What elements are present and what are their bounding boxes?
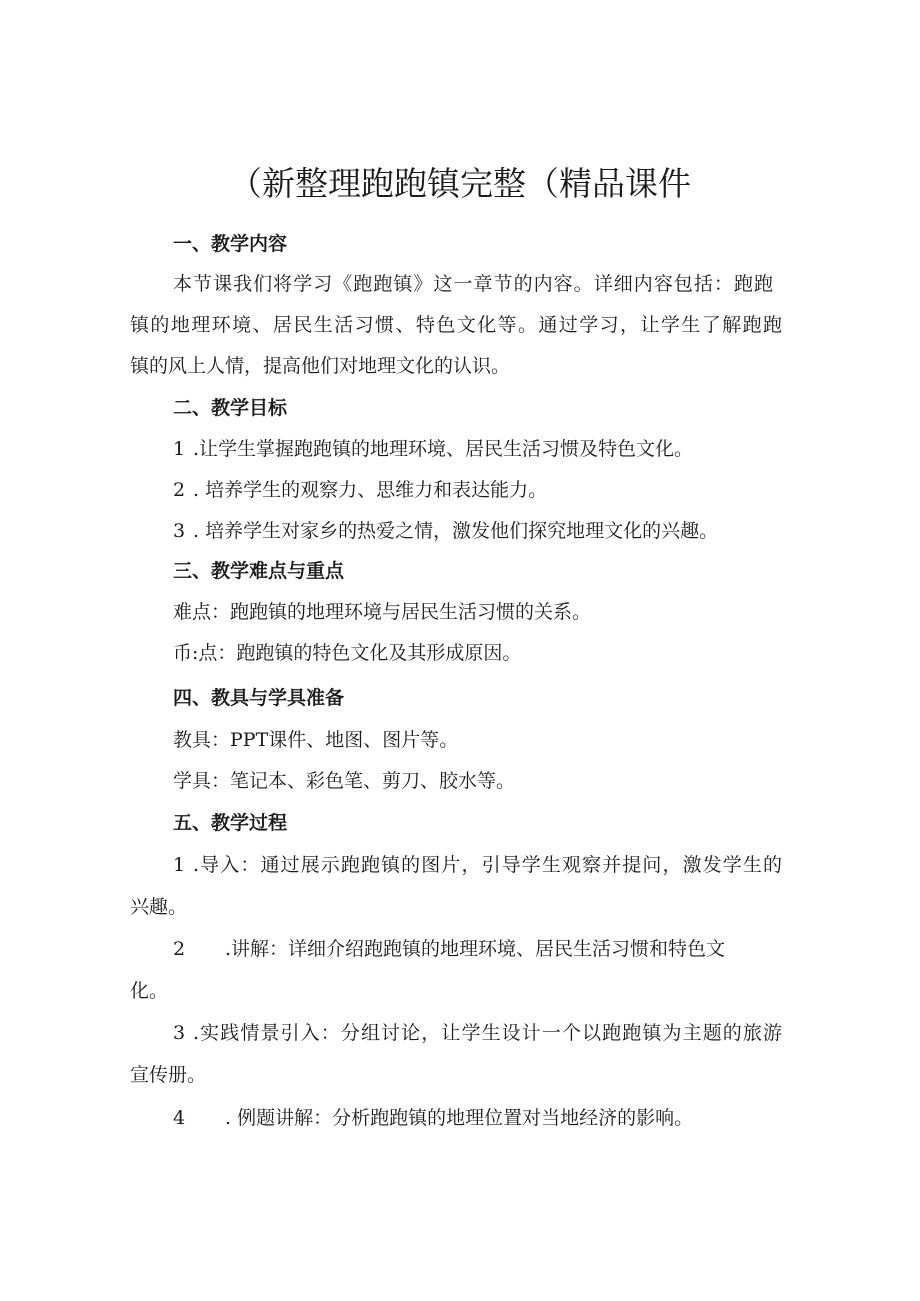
paragraph-line: 学具：笔记本、彩色笔、剪刀、胶水等。 [173, 770, 516, 792]
section-heading-process: 五、教学过程 [173, 812, 288, 834]
goal-text: . 培养学生对家乡的热爱之情，激发他们探究地理文化的兴趣。 [193, 520, 719, 542]
step-text: .讲解：详细介绍跑跑镇的地理环境、居民生活习惯和特色文 [225, 938, 726, 960]
step-number: 2 [173, 938, 186, 960]
step-continuation: 宣传册。 [130, 1064, 207, 1086]
paragraph-line: 本节课我们将学习《跑跑镇》这一章节的内容。详细内容包括：跑跑 [173, 273, 773, 295]
goal-text: .让学生掌握跑跑镇的地理环境、居民生活习惯及特色文化。 [193, 438, 694, 460]
step-line [173, 1020, 782, 1046]
step-number: 1 [173, 854, 186, 876]
step-text: . 例题讲解：分析跑跑镇的地理位置对当地经济的影响。 [225, 1107, 694, 1129]
step-number: 3 [173, 1022, 186, 1044]
step-line [173, 852, 782, 878]
goal-number: 1 [173, 438, 186, 460]
step-continuation: 化。 [130, 980, 169, 1002]
paragraph-line: 镇的地理环境、居民生活习惯、特色文化等。通过学习，让学生了解跑跑 [130, 314, 782, 336]
section-heading-key-points: 三、教学难点与重点 [173, 560, 345, 582]
section-heading-content: 一、教学内容 [173, 233, 288, 255]
section-heading-goals: 二、教学目标 [173, 397, 288, 419]
goal-item [173, 518, 718, 544]
step-text: .实践情景引入：分组讨论，让学生设计一个以跑跑镇为主题的旅游 [193, 1022, 782, 1044]
step-continuation: 兴趣。 [130, 896, 188, 918]
step-line [173, 1105, 693, 1131]
paragraph-line: 币:点：跑跑镇的特色文化及其形成原因。 [173, 642, 522, 664]
goal-item [173, 436, 693, 462]
goal-number: 2 [173, 479, 186, 501]
step-line [173, 936, 725, 962]
section-heading-materials: 四、教具与学具准备 [173, 687, 345, 709]
document-title: （新整理跑跑镇完整（精品课件 [229, 164, 691, 203]
step-text: .导入：通过展示跑跑镇的图片，引导学生观察并提问，激发学生的 [193, 854, 782, 876]
step-number: 4 [173, 1107, 186, 1129]
paragraph-line: 难点：跑跑镇的地理环境与居民生活习惯的关系。 [173, 601, 592, 623]
goal-number: 3 [173, 520, 186, 542]
paragraph-line: 镇的风上人情，提高他们对地理文化的认识。 [130, 355, 511, 377]
paragraph-line: 教具：PPT课件、地图、图片等。 [173, 729, 459, 751]
goal-text: . 培养学生的观察力、思维力和表达能力。 [193, 479, 548, 501]
goal-item [173, 477, 547, 503]
